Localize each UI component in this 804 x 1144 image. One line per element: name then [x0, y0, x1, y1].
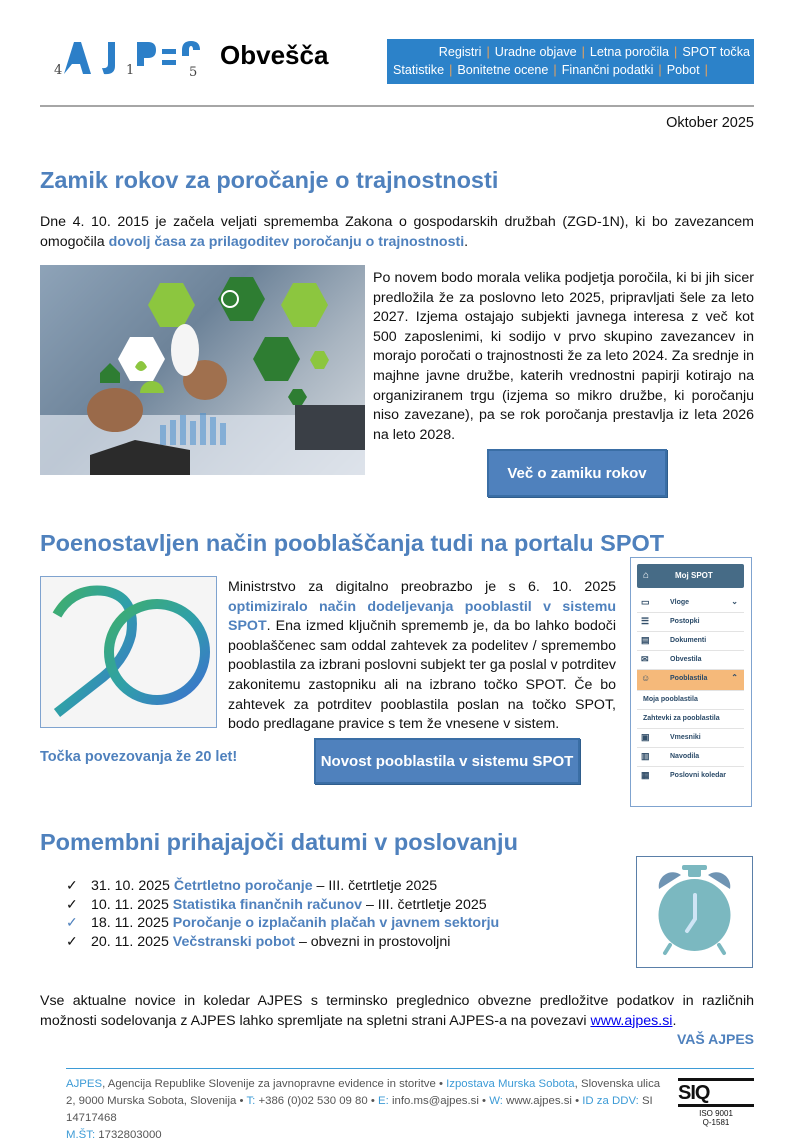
siq-bar-bottom [678, 1104, 754, 1107]
footer-email[interactable]: info.ms@ajpes.si • [388, 1095, 490, 1107]
spot-menu-header: ⌂ Moj SPOT [637, 564, 744, 588]
header-divider [40, 105, 754, 107]
nav-separator: | [674, 45, 678, 59]
date-item-link[interactable]: Poročanje o izplačanih plačah v javnem sektorju [172, 915, 500, 931]
intro-text: Dne 4. 10. 2015 je začela veljati sprememba Zakona o gospodarskih družbah (ZGD-1N), ki bo zavezancem omogočila [40, 214, 754, 250]
siq-certificate-logo [678, 1078, 754, 1134]
spot-authorization-button[interactable]: Novost pooblastila v sistemu SPOT [314, 738, 580, 784]
spot-item-pooblastila: ☺ Pooblastila ⌃ [637, 670, 744, 691]
nav-separator: | [486, 45, 490, 59]
section-intro [40, 213, 754, 252]
date-item-link[interactable]: Četrtletno poročanje [173, 878, 313, 894]
intro-punct: . [464, 233, 469, 250]
ajpes-logo [52, 36, 202, 80]
nav-link-statistike[interactable]: Statistike [393, 63, 445, 77]
date-item: ✓ 18. 11. 2025 Poročanje o izplačanih plačah v javnem sektorju [66, 915, 500, 931]
top-nav [387, 39, 754, 84]
calendar-icon: ▦ [641, 770, 650, 780]
spot-item-postopki: ☰ Postopki [637, 613, 744, 632]
section1-body: Po novem bodo morala velika podjetja poročila, ki bi jih sicer predložila že za poslovno leto 2025, pripravljati šele za leto 2027. Izjema ostajajo subjekti javnega interesa z več kot 500 zaposlenimi, ki sodijo v prvo skupino zavezancev in morajo poročati o trajnostnosti že za leto 2024. Za srednje in majhne javne družbe, katerih vrednostni papirji kotirajo na organiziranem trgu (izjema so mikro družbe, ki poročanju niso zavezane), pa se rok poročanja prestavlja iz leta 2026 na leto 2028. [373, 270, 754, 443]
spot-item-navodila: ▥ Navodila [637, 748, 744, 767]
more-about-deadline-button[interactable]: Več o zamiku rokov [487, 449, 667, 497]
footer-contact: AJPES, Agencija Republike Slovenije za javnopravne evidence in storitve • Izpostava Murska Sobota, Slovenska ulica 2, 9000 Murska Sobota, Slovenija • T: +386 (0)02 530 09 80 • E: info.ms@ajpes.si • W: www.ajpes.si • ID za DDV: SI 14717468 M.ŠT: 1732803000 [66, 1078, 661, 1141]
section2-text-cont: . Ena izmed ključnih sprememb je, da bo lahko bodoči pooblaščenec sam oddal zahtevek za podelitev / spremembo pooblastila za izbrani poslovni subjekt ter ga poslal v potrditev zakonitemu zastopniku ali na izbrano točko SPOT. Če bo zahtevek za potrditev pooblastila poslan na točko SPOT, bodo predlagane pravice s tem že vnesene v sistem. [228, 618, 617, 733]
date-item: ✓ 10. 11. 2025 Statistika finančnih računov – III. četrtletje 2025 [66, 896, 487, 913]
sustainability-photo [40, 265, 365, 475]
date-item: ✓ 20. 11. 2025 Večstranski pobot – obvezni in prostovoljni [66, 933, 451, 950]
checkmark-icon: ✓ [66, 878, 78, 894]
section-heading-spot: Poenostavljen način pooblaščanja tudi na portalu SPOT [40, 530, 665, 556]
nav-link-letna-porocila[interactable]: Letna poročila [589, 45, 670, 59]
intro-link[interactable]: dovolj časa za prilagoditev poročanju o trajnostnosti [108, 233, 465, 250]
envelope-icon: ✉ [641, 654, 649, 664]
nav-link-bonitetne-ocene[interactable]: Bonitetne ocene [457, 63, 549, 77]
checkmark-icon: ✓ [66, 933, 78, 950]
nav-link-pobot[interactable]: Pobot [666, 63, 700, 77]
nav-link-financni-podatki[interactable]: Finančni podatki [561, 63, 654, 77]
issue-date: Oktober 2025 [666, 115, 754, 131]
nav-link-spot-tocka[interactable]: SPOT točka [682, 45, 750, 59]
nav-separator: | [658, 63, 662, 77]
form-icon: ▭ [641, 597, 650, 607]
list-icon: ☰ [641, 616, 650, 626]
spot-item-vloge: ▭ Vloge ⌄ [637, 594, 744, 613]
checkmark-icon: ✓ [66, 915, 78, 931]
ajpes-website-link[interactable]: www.ajpes.si [590, 1012, 673, 1029]
nav-link-uradne-objave[interactable]: Uradne objave [494, 45, 577, 59]
nav-link-registri[interactable]: Registri [438, 45, 482, 59]
spot-item-vmesniki: ▣ Vmesniki [637, 729, 744, 748]
newsletter-title: Obvešča [220, 40, 329, 70]
document-icon: ▤ [641, 635, 650, 645]
spot-item-poslovni-koledar: ▦ Poslovni koledar [641, 770, 727, 780]
alarm-clock-icon [636, 856, 753, 968]
spot-item-dokumenti: ▤ Dokumenti [637, 632, 744, 651]
section2-text: Ministrstvo za digitalno preobrazbo je s 6. 10. 2025 [228, 579, 616, 595]
twenty-years-logo [40, 576, 217, 728]
chevron-up-icon: ⌃ [731, 673, 738, 682]
svg-text:1: 1 [126, 63, 135, 78]
nav-separator: | [449, 63, 453, 77]
nav-row-2 [393, 63, 713, 77]
section-heading-dates: Pomembni prihajajoči datumi v poslovanju [40, 829, 518, 855]
chevron-down-icon: ⌄ [731, 597, 738, 606]
book-icon: ▥ [641, 751, 650, 761]
closing-text: Vse aktualne novice in koledar AJPES s terminsko preglednico obvezne predložitve podatkov in različnih možnosti sodelovanja z AJPES lahko spremljate na spletni strani AJPES-a na povezavi [40, 993, 754, 1029]
closing-punct: . [672, 1012, 677, 1029]
spot-item-moja-pooblastila: Moja pooblastila [637, 691, 744, 710]
people-icon: ☺ [641, 673, 651, 683]
important-dates-list [66, 877, 499, 951]
footer-phone: +386 (0)02 530 09 80 • [255, 1095, 379, 1107]
nav-separator: | [553, 63, 557, 77]
nav-separator: | [581, 45, 585, 59]
nav-row-1 [439, 45, 750, 59]
printer-icon: ▣ [641, 732, 650, 742]
date-item: ✓ 31. 10. 2025 Četrtletno poročanje – III. četrtletje 2025 [66, 878, 438, 894]
checkmark-icon: ✓ [66, 896, 78, 913]
section-heading-sustainability: Zamik rokov za poročanje o trajnostnosti [40, 167, 499, 193]
siq-mark: SIQ [678, 1082, 710, 1104]
home-icon: ⌂ [643, 570, 650, 581]
svg-text:4: 4 [54, 63, 63, 78]
section2-link[interactable]: optimiziralo način dodeljevanja pooblastil v sistemu SPOT [228, 598, 616, 635]
spot-menu-screenshot [630, 557, 752, 807]
twenty-years-caption: Točka povezovanja že 20 let! [40, 749, 238, 765]
nav-separator: | [704, 63, 708, 77]
spot-item-zahtevki: Zahtevki za pooblastila [637, 710, 744, 729]
footer-divider [66, 1068, 754, 1069]
cert-number: Q-1581 [702, 1118, 730, 1127]
date-item-link[interactable]: Večstranski pobot [172, 933, 296, 950]
siq-bar-top [678, 1078, 754, 1081]
section2-body [228, 578, 616, 735]
closing-paragraph [40, 992, 754, 1031]
date-item-link[interactable]: Statistika finančnih računov [172, 896, 363, 913]
footer-web[interactable]: www.ajpes.si • [502, 1095, 583, 1107]
spot-item-obvestila: ✉ Obvestila [637, 651, 744, 670]
svg-text:5: 5 [189, 65, 198, 80]
signature: VAŠ AJPES [676, 1031, 754, 1047]
iso-label: ISO 9001 [699, 1109, 733, 1118]
